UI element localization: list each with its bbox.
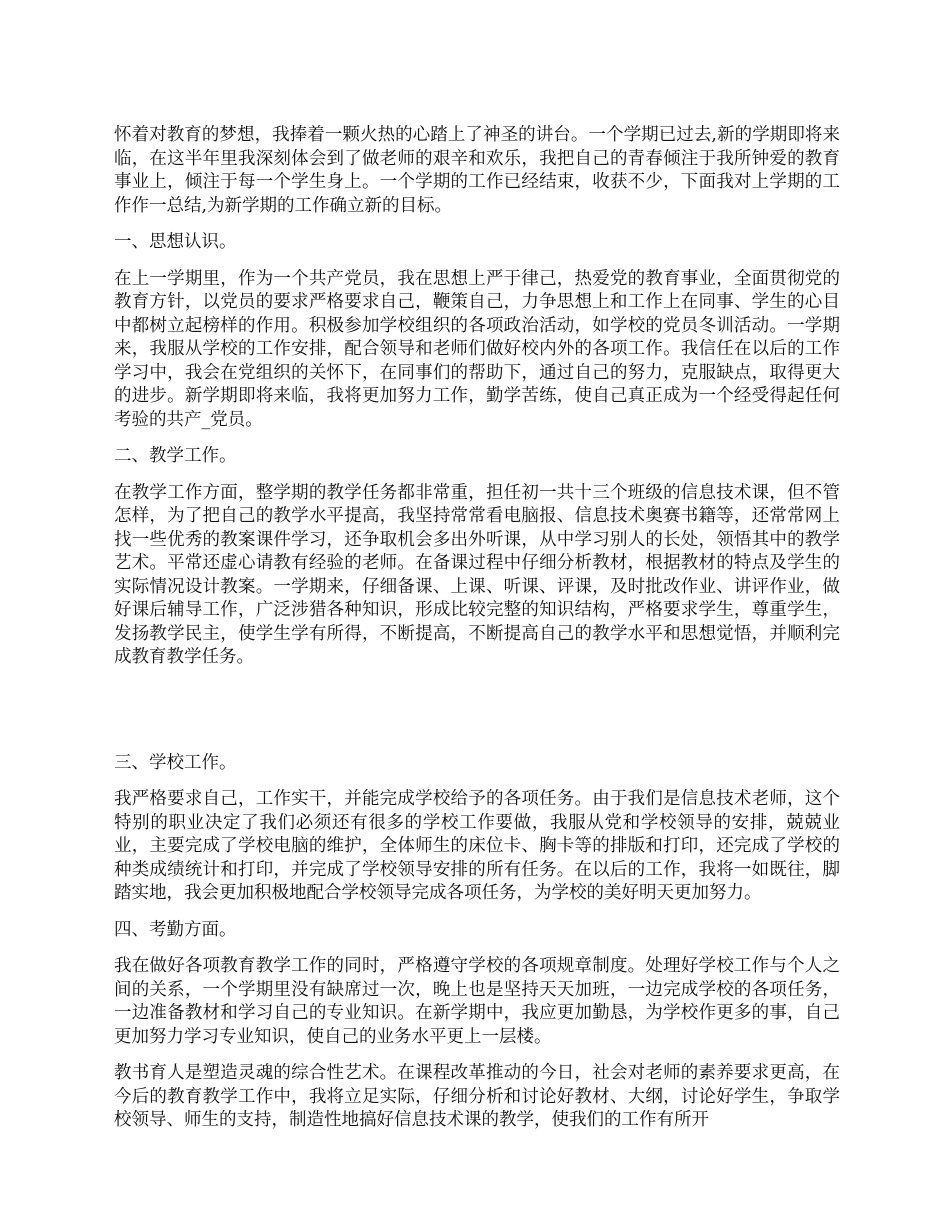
section-body-attendance: 我在做好各项教育教学工作的同时，严格遵守学校的各项规章制度。处理好学校工作与个人之间的关系，一个学期里没有缺席过一次，晚上也是坚持天天加班，一边完成学校的各项任务，一边准备教材和学习自己的专业知识。在新学期中，我应更加勤恳，为学校作更多的事，自己更加努力学习专业知识，使自己的业务水平更上一层楼。 [114, 956, 840, 1047]
section-heading-attendance: 四、考勤方面。 [114, 919, 237, 940]
document-body [114, 124, 840, 1146]
section-heading-school: 三、学校工作。 [114, 752, 237, 773]
section-heading-thought: 一、思想认识。 [114, 232, 237, 252]
page-gap [114, 683, 840, 752]
section-heading-teaching: 二、教学工作。 [114, 446, 237, 466]
closing-paragraph: 教书育人是塑造灵魂的综合性艺术。在课程改革推动的今日，社会对老师的素养要求更高，在今后的教育教学工作中，我将立足实际，仔细分析和讨论好教材、大纲，讨论好学生，争取学校领导、师生的支持，制造性地搞好信息技术课的教学，使我们的工作有所开 [114, 1063, 840, 1130]
intro-paragraph: 怀着对教育的梦想，我捧着一颗火热的心踏上了神圣的讲台。一个学期已过去,新的学期即将来临，在这半年里我深刻体会到了做老师的艰辛和欢乐，我把自己的青春倾注于我所钟爱的教育事业上，倾注于每一个学生身上。一个学期的工作已经结束，收获不少，下面我对上学期的工作作一总结,为新学期的工作确立新的目标。 [114, 125, 840, 216]
section-body-teaching: 在教学工作方面，整学期的教学任务都非常重，担任初一共十三个班级的信息技术课，但不管怎样，为了把自己的教学水平提高，我坚持常常看电脑报、信息技术奥赛书籍等，还常常网上找一些优秀的教案课件学习，还争取机会多出外听课，从中学习别人的长处，领悟其中的教学艺术。平常还虚心请教有经验的老师。在备课过程中仔细分析教材，根据教材的特点及学生的实际情况设计教案。一学期来，仔细备课、上课、听课、评课，及时批改作业、讲评作业，做好课后辅导工作，广泛涉猎各种知识，形成比较完整的知识结构，严格要求学生，尊重学生，发扬教学民主，使学生学有所得，不断提高，不断提高自己的教学水平和思想觉悟，并顺利完成教育教学任务。 [114, 482, 840, 667]
section-body-school: 我严格要求自己，工作实干，并能完成学校给予的各项任务。由于我们是信息技术老师，这个特别的职业决定了我们必须还有很多的学校工作要做，我服从党和学校领导的安排，兢兢业业，主要完成了学校电脑的维护，全体师生的床位卡、胸卡等的排版和打印，还完成了学校的种类成绩统计和打印，并完成了学校领导安排的所有任务。在以后的工作，我将一如既往，脚踏实地，我会更加积极地配合学校领导完成各项任务，为学校的美好明天更加努力。 [114, 789, 840, 903]
section-body-thought: 在上一学期里，作为一个共产党员，我在思想上严于律己，热爱党的教育事业，全面贯彻党的教育方针，以党员的要求严格要求自己，鞭策自己，力争思想上和工作上在同事、学生的心目中都树立起榜样的作用。积极参加学校组织的各项政治活动，如学校的党员冬训活动。一学期来，我服从学校的工作安排，配合领导和老师们做好校内外的各项工作。我信任在以后的工作学习中，我会在党组织的关怀下，在同事们的帮助下，通过自己的努力，克服缺点，取得更大的进步。新学期即将来临，我将更加努力工作，勤学苦练，使自己真正成为一个经受得起任何考验的共产_党员。 [114, 268, 840, 430]
